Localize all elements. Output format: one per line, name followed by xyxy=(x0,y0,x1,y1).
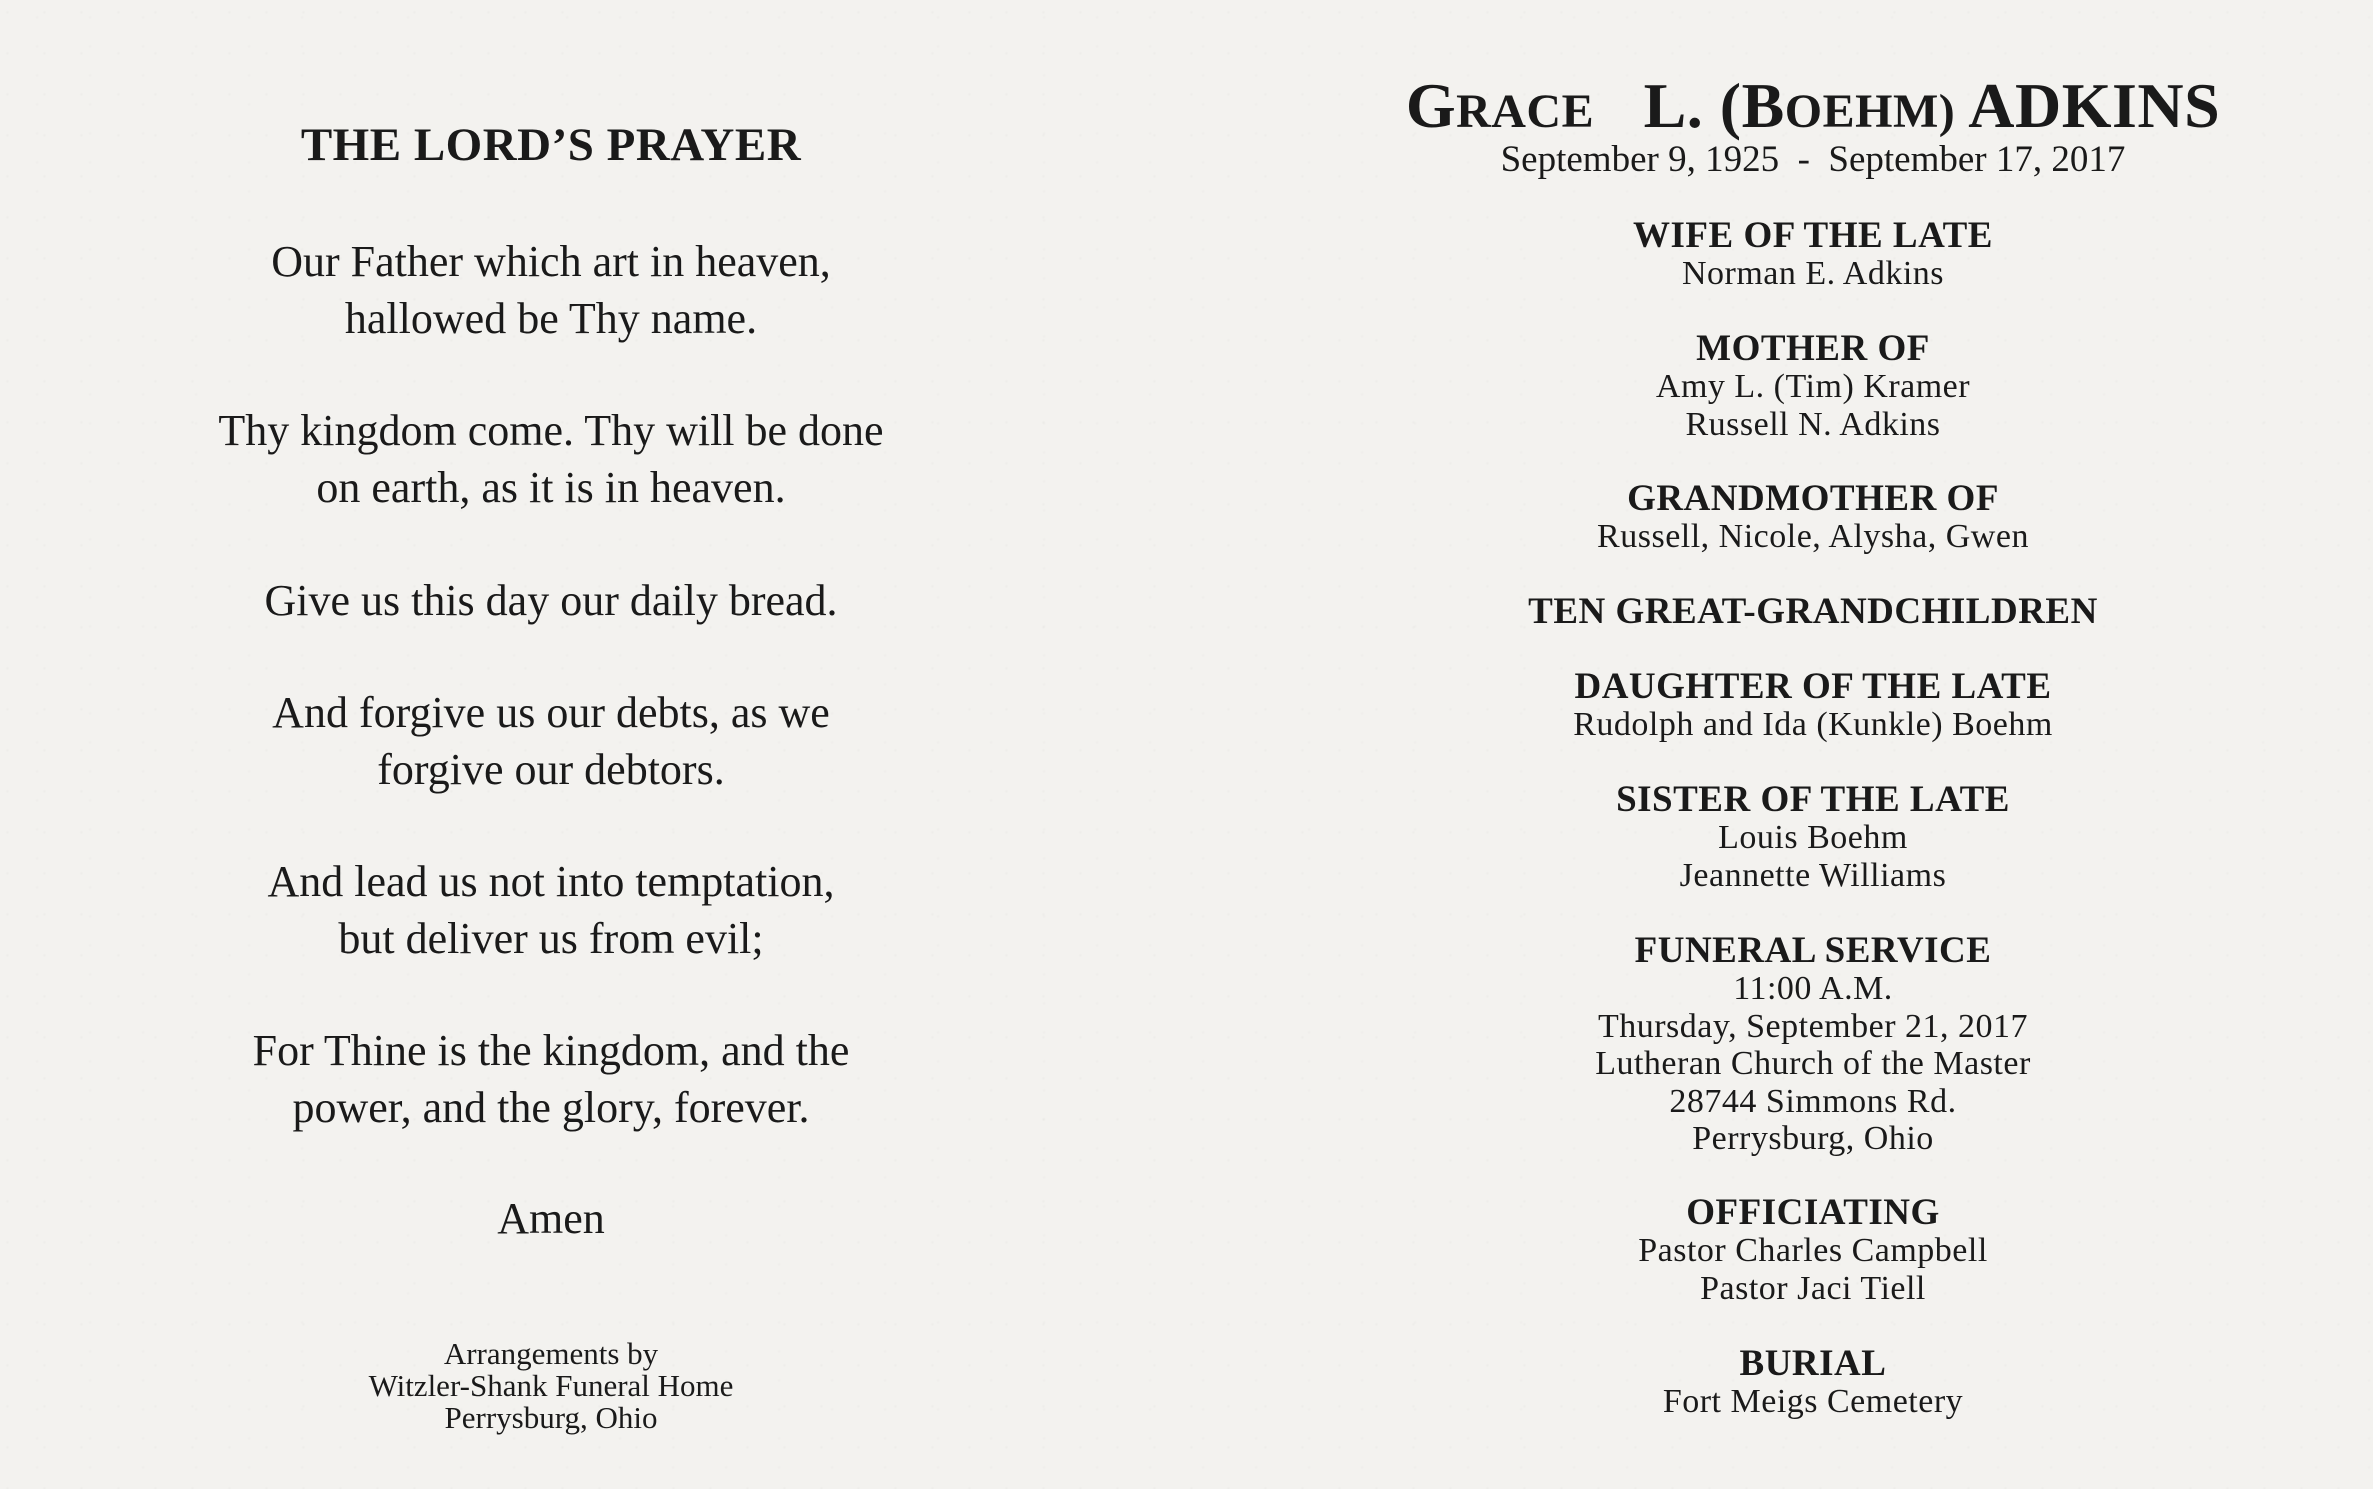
section-funeral-service xyxy=(1363,932,2263,1158)
prayer-amen xyxy=(151,1190,951,1247)
stanza-line: And forgive us our debts, as we xyxy=(272,688,830,737)
section-burial xyxy=(1363,1345,2263,1421)
prayer-stanza xyxy=(151,684,951,798)
funeral-home-location: Perrysburg, Ohio xyxy=(444,1400,658,1435)
section-heading: GRANDMOTHER OF xyxy=(1627,478,1999,519)
section-heading: MOTHER OF xyxy=(1696,328,1930,369)
stanza-line: Give us this day our daily bread. xyxy=(264,576,838,625)
prayer-stanza xyxy=(151,233,951,347)
stanza-line: hallowed be Thy name. xyxy=(344,294,758,343)
prayer-stanza xyxy=(151,572,951,629)
section-heading: OFFICIATING xyxy=(1686,1192,1940,1233)
service-time: 11:00 A.M. xyxy=(1733,970,1893,1007)
section-line: Pastor Charles Campbell xyxy=(1638,1232,1988,1269)
section-heading: TEN GREAT-GRANDCHILDREN xyxy=(1528,591,2098,632)
section-officiating xyxy=(1363,1194,2263,1307)
section-heading: BURIAL xyxy=(1739,1343,1887,1384)
stanza-line: power, and the glory, forever. xyxy=(292,1083,810,1132)
section-line: Pastor Jaci Tiell xyxy=(1700,1269,1926,1307)
section-line: Norman E. Adkins xyxy=(1681,255,1945,292)
stanza-line: Our Father which art in heaven, xyxy=(271,237,831,286)
section-line: Jeannette Williams xyxy=(1679,856,1947,894)
obituary-page xyxy=(1363,0,2263,1489)
stanza-line: Amen xyxy=(497,1194,605,1243)
section-daughter xyxy=(1363,668,2263,744)
stanza-line: For Thine is the kingdom, and the xyxy=(252,1026,850,1075)
service-venue: Lutheran Church of the Master xyxy=(1595,1045,2031,1082)
section-line: Russell N. Adkins xyxy=(1685,405,1941,443)
section-sister xyxy=(1363,781,2263,894)
stanza-line: And lead us not into temptation, xyxy=(267,857,835,906)
section-line: Amy L. (Tim) Kramer xyxy=(1655,368,1971,405)
stanza-line: forgive our debtors. xyxy=(377,745,725,794)
prayer-stanza xyxy=(151,853,951,967)
name-part: (B xyxy=(1719,70,1785,141)
prayer-page xyxy=(151,0,951,1489)
stanza-line: Thy kingdom come. Thy will be done xyxy=(218,406,884,455)
name-part: ADKINS xyxy=(1968,70,2221,141)
section-heading: DAUGHTER OF THE LATE xyxy=(1574,666,2052,707)
stanza-line: but deliver us from evil; xyxy=(338,914,764,963)
service-city: Perrysburg, Ohio xyxy=(1692,1120,1934,1157)
prayer-stanza xyxy=(151,1022,951,1136)
funeral-home-name: Witzler-Shank Funeral Home xyxy=(368,1368,734,1403)
section-line: Fort Meigs Cemetery xyxy=(1662,1383,1964,1420)
section-line: Russell, Nicole, Alysha, Gwen xyxy=(1597,518,2029,555)
section-heading: WIFE OF THE LATE xyxy=(1633,215,1993,256)
name-part: OEHM) xyxy=(1784,85,1956,138)
section-grandmother xyxy=(1363,480,2263,556)
service-address: 28744 Simmons Rd. xyxy=(1669,1082,1957,1120)
section-great-grandchildren xyxy=(1363,593,2263,631)
stanza-line: on earth, as it is in heaven. xyxy=(316,463,786,512)
section-line: Rudolph and Ida (Kunkle) Boehm xyxy=(1573,706,2053,743)
service-date: Thursday, September 21, 2017 xyxy=(1597,1007,2029,1045)
arrangements xyxy=(151,1338,951,1434)
name-part: G xyxy=(1405,70,1457,141)
section-mother xyxy=(1363,330,2263,443)
section-wife xyxy=(1363,217,2263,293)
section-heading: SISTER OF THE LATE xyxy=(1616,779,2010,820)
section-line: Louis Boehm xyxy=(1718,819,1908,856)
section-heading: FUNERAL SERVICE xyxy=(1634,930,1992,971)
prayer-title: THE LORD’S PRAYER xyxy=(300,119,802,171)
name-part: RACE xyxy=(1456,85,1595,138)
prayer-stanza xyxy=(151,402,951,516)
name-part: L. xyxy=(1643,70,1704,141)
arrangements-line: Arrangements by xyxy=(443,1336,659,1371)
life-dates: September 9, 1925 - September 17, 2017 xyxy=(1500,139,2126,180)
